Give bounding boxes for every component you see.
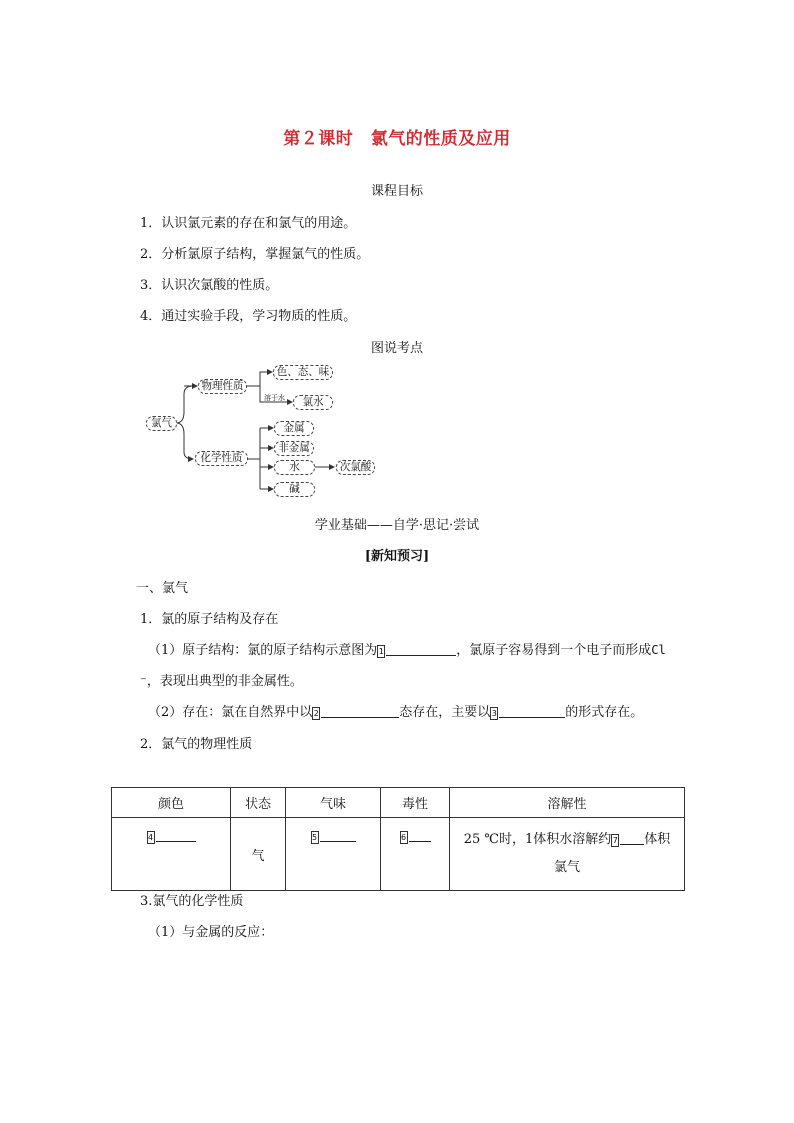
goal-item: 3．认识次氯酸的性质。 [140, 278, 279, 293]
table-header: 毒性 [381, 788, 450, 818]
fill-blank[interactable] [321, 704, 399, 718]
item-heading: 2．氯气的物理性质 [140, 737, 253, 752]
table-header: 气味 [286, 788, 381, 818]
dissolve-note: 溶于水 [264, 394, 285, 402]
text: 态存在，主要以 [399, 705, 491, 720]
node-color-state-smell: 色、态、味 [273, 365, 333, 380]
node-physical-properties: 物理性质 [198, 379, 247, 394]
preview-heading: [新知预习] [364, 549, 430, 564]
table-cell-solubility [450, 818, 685, 891]
text: 25 ℃时，1体积水溶解约 [463, 832, 612, 847]
node-chemical-properties: 化学性质 [195, 451, 248, 466]
part-heading: 一、氯气 [136, 581, 189, 596]
goal-item: 1．认识氯元素的存在和氯气的用途。 [140, 216, 357, 231]
connector-line [246, 372, 272, 386]
blank-number: 6 [400, 833, 407, 842]
solubility-line: 氯气 [553, 860, 580, 875]
node-nonmetal: 非金属 [274, 441, 314, 456]
text: （2）存在：氯在自然界中以 [148, 705, 313, 720]
connector-line [176, 423, 193, 459]
physical-properties-table [111, 787, 685, 891]
table-cell-smell [286, 818, 381, 891]
text: 体积 [644, 832, 671, 847]
fill-blank[interactable] [409, 828, 431, 842]
paragraph-atomic-structure [148, 639, 666, 658]
goal-item: 4．通过实验手段，学习物质的性质。 [140, 309, 357, 324]
node-chlorine: 氯气 [146, 416, 177, 431]
text: 的形式存在。 [565, 705, 644, 720]
blank-number: 5 [311, 833, 318, 842]
blank-number: 2 [313, 709, 319, 718]
node-chlorine-water: 氯水 [293, 395, 333, 410]
goals-heading: 课程目标 [370, 184, 423, 199]
fill-blank[interactable] [156, 828, 196, 842]
text: Cl [651, 643, 666, 657]
item-heading: 1．氯的原子结构及存在 [140, 612, 279, 627]
blank-number: 3 [491, 709, 497, 718]
node-base: 碱 [274, 482, 315, 497]
table-cell-toxicity [381, 818, 450, 891]
table-cell-color [112, 818, 231, 891]
node-metal: 金属 [274, 421, 314, 436]
blank-number: 1 [378, 647, 384, 656]
text: （1）原子结构：氯的原子结构示意图为 [148, 643, 378, 658]
table-header: 溶解性 [450, 788, 685, 818]
text: ，氯原子容易得到一个电子而形成 [456, 643, 652, 658]
table-header-row [112, 788, 685, 818]
connector-line [176, 386, 193, 423]
node-water: 水 [274, 460, 315, 475]
diagram-heading: 图说考点 [370, 341, 423, 356]
paragraph-continued: ⁻，表现出典型的非金属性。 [140, 674, 303, 689]
blank-number: 7 [612, 836, 618, 845]
node-hypochlorous-acid: 次氯酸 [336, 460, 375, 475]
fill-blank[interactable] [320, 828, 356, 842]
sub-item-heading: （1）与金属的反应： [148, 925, 274, 940]
solubility-line [450, 826, 684, 854]
fill-blank[interactable] [620, 831, 644, 845]
goal-item: 2．分析氯原子结构，掌握氯气的性质。 [140, 247, 370, 262]
table-cell-state: 气 [231, 818, 286, 891]
foundation-heading: 学业基础——自学·思记·尝试 [314, 518, 480, 533]
paragraph-existence [148, 701, 643, 720]
table-header: 状态 [231, 788, 286, 818]
page-title: 第２课时 氯气的性质及应用 [283, 129, 511, 149]
fill-blank[interactable] [386, 642, 456, 656]
item-heading: 3.氯气的化学性质 [140, 894, 244, 909]
table-header: 颜色 [112, 788, 231, 818]
fill-blank[interactable] [499, 704, 565, 718]
table-row [112, 818, 685, 891]
blank-number: 4 [147, 833, 154, 842]
